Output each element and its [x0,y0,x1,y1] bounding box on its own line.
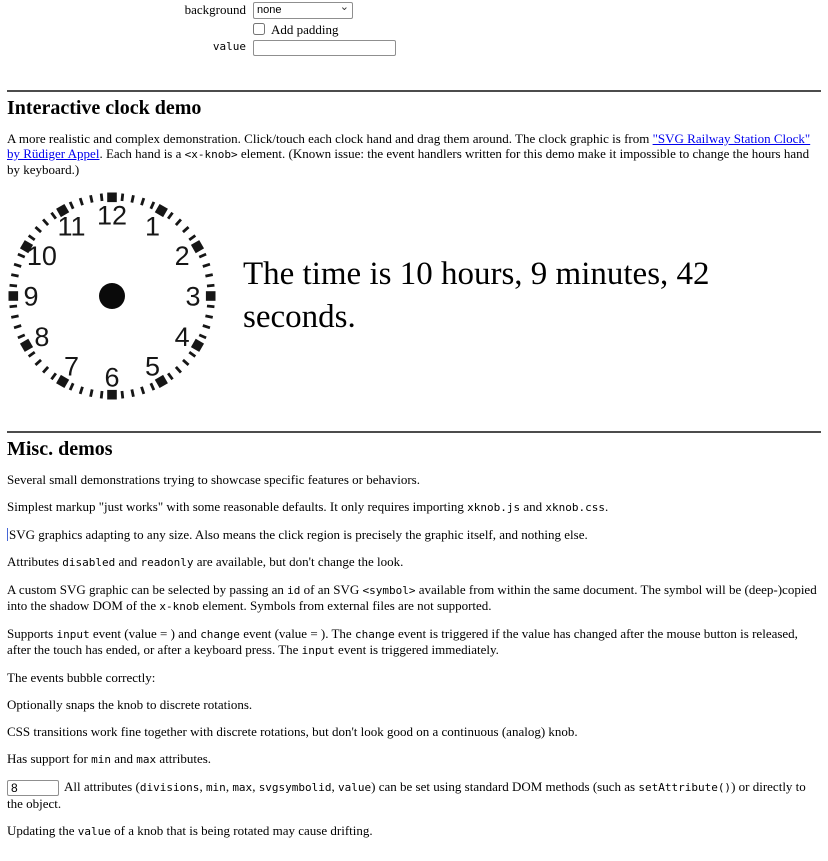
text-run: of a knob that is being rotated may cause drifting. [110,823,373,839]
background-label: background [184,2,246,18]
clock-number: 5 [144,351,161,382]
clock-credit-link[interactable]: "SVG Railway Station Clock" by Rüdiger Appel [7,130,811,161]
chevron-down-icon: ⌄ [339,0,349,13]
inline-code: divisions [139,781,200,794]
text-run: , [199,779,206,794]
minute-tick [130,389,134,397]
inline-code: id [287,584,301,598]
minute-tick [28,234,36,241]
text-run: , [331,779,339,794]
text-run: and [115,554,141,570]
add-padding-label: Add padding [271,21,339,37]
background-select-wrap [253,1,353,19]
minute-tick [205,273,213,277]
inline-code: change [200,627,240,641]
inline-code: value [77,825,111,839]
clock-number: 11 [57,211,86,242]
minute-tick [167,372,174,380]
paragraph [7,697,821,712]
inline-code: disabled [62,556,116,570]
clock-demo-row [7,191,821,401]
text-run: ) can be set using standard DOM methods (such as [371,779,639,794]
section-divider [7,431,821,433]
minute-tick [50,212,57,220]
hour-tick [20,339,33,352]
minute-tick [140,198,145,206]
clock-number: 9 [23,281,39,312]
minute-tick [100,391,104,399]
inline-code: readonly [140,556,194,570]
clock-number: 8 [34,321,50,352]
text-run: A more realistic and complex demonstration. Click/touch each clock hand and drag them around. The clock graphic is from [7,130,653,146]
time-readout: The time is 10 hours, 9 minutes, 42 seconds. [243,256,710,335]
text-caret [7,528,8,541]
knob-demo-form [7,1,821,56]
text-run: A custom SVG graphic can be selected by passing an [7,582,288,598]
text-run: event is triggered if the value has changed after the mouse button is released, after the touch has ended, or after a keyboard press. The [7,625,798,657]
minute-tick [50,372,57,380]
minute-tick [14,324,22,329]
text-run: . [605,499,609,515]
text-run: , [252,779,259,794]
inline-code: change [354,627,395,641]
attributes-demo-row [7,779,821,811]
minute-tick [150,201,156,209]
text-run: event is triggered immediately. [334,641,499,657]
text-run: Simplest markup "just works" with some reasonable defaults. It only requires importing [7,499,468,515]
inline-code: setAttribute() [638,781,732,794]
inline-code: input [301,643,335,657]
drifting-paragraph [7,823,821,839]
text-run: available from within the same document. The symbol will be (deep-)copied into the shadow DOM of the [7,582,817,613]
minute-tick [188,234,196,241]
minute-tick [199,334,207,340]
minute-tick [79,386,84,394]
clock-number: 10 [26,240,57,271]
clock-face[interactable] [7,191,217,401]
paragraph [7,582,821,614]
text-run: of an SVG [300,582,363,598]
inline-code: <symbol> [362,584,416,598]
hour-tick [191,339,204,352]
text-run: Updating the [7,823,78,839]
add-padding-checkbox[interactable] [253,23,265,35]
paragraph [7,499,821,515]
clock-center-dot[interactable] [99,283,125,309]
clock-section-heading: Interactive clock demo [7,96,202,119]
text-run: ) or directly to the object. [7,779,806,812]
value-label: value [212,40,246,54]
hour-tick [9,291,19,301]
text-run: The events bubble correctly: [7,669,156,685]
text-run: element. Symbols from external files are not supported. [199,597,492,613]
paragraph [7,751,821,767]
minute-tick [130,195,134,203]
text-run: Several small demonstrations trying to showcase specific features or behaviors. [7,471,420,487]
clock-intro-paragraph [7,131,821,177]
minute-tick [89,195,93,203]
minute-tick [17,334,25,340]
inline-code: xknob.js [467,501,521,515]
minute-tick [188,351,196,358]
text-run: Optionally snaps the knob to discrete rotations. [7,696,253,712]
clock-number: 3 [185,281,201,312]
minute-tick [175,366,182,373]
inline-code: min [205,781,226,794]
background-select[interactable] [253,2,353,19]
inline-code: xknob.css [545,501,605,515]
minute-tick [202,263,210,268]
misc-paragraphs [7,472,821,767]
minute-tick [11,314,19,318]
clock-number: 6 [104,362,120,393]
text-run: event (value = ) and [89,625,201,641]
minute-tick [69,201,75,209]
minute-tick [150,383,156,391]
inline-code: max [232,781,253,794]
inline-code: min [91,753,112,767]
minute-tick [79,198,84,206]
clock-number: 1 [144,211,161,242]
minute-tick [207,284,215,288]
clock-number: 4 [174,321,190,352]
inline-code: value [338,781,372,794]
minute-tick [9,305,17,309]
minute-tick [182,359,189,366]
text-run: element. (Known issue: the event handlers written for this demo make it impossible to change the hours hand by keyboard.) [7,145,810,177]
minute-tick [207,305,215,309]
text-run: are available, but don't change the look. [193,554,404,570]
misc-section-heading: Misc. demos [7,437,113,460]
minute-tick [199,253,207,259]
text-run: CSS transitions work fine together with discrete rotations, but don't look good on a continuous (analog) knob. [7,723,578,739]
clock-number: 7 [63,351,80,382]
minute-tick [35,226,42,233]
minute-tick [28,351,36,358]
minute-tick [14,263,22,268]
paragraph [7,472,821,487]
text-run: All attributes ( [64,779,140,794]
clock-number: 2 [174,240,190,271]
inline-code: svgsymbolid [258,781,332,794]
paragraph [7,554,821,570]
text-run: attributes. [156,751,212,767]
minute-tick [35,359,42,366]
inline-code: input [56,627,90,641]
minute-tick [69,383,75,391]
hour-tick [206,291,216,301]
minute-tick [42,218,49,225]
text-run: and [111,751,137,767]
divisions-input[interactable] [7,780,59,796]
paragraph [7,527,821,542]
section-divider [7,90,821,92]
minute-tick [167,212,174,220]
minute-tick [9,284,17,288]
minute-tick [42,366,49,373]
minute-tick [89,389,93,397]
text-run: and [520,499,546,515]
clock-number: 12 [96,200,128,231]
minute-tick [17,253,25,259]
minute-tick [175,218,182,225]
text-run: Has support for [7,751,92,767]
minute-tick [11,273,19,277]
paragraph [7,626,821,658]
value-input[interactable] [253,40,396,56]
minute-tick [202,324,210,329]
text-run: , [225,779,233,794]
inline-code: x-knob [159,599,200,613]
minute-tick [140,386,145,394]
inline-code: <x-knob> [184,147,238,161]
hour-tick [191,240,204,253]
attributes-paragraph [7,779,806,811]
text-run: SVG graphics adapting to any size. Also means the click region is precisely the graphic itself, and nothing else. [9,527,588,543]
text-run: Attributes [7,554,63,570]
text-run: . Each hand is a [99,145,185,161]
minute-tick [182,226,189,233]
text-run: event (value = ). The [239,625,355,641]
inline-code: max [136,753,157,767]
minute-tick [121,391,125,399]
minute-tick [205,314,213,318]
text-run: Supports [7,625,57,641]
paragraph [7,670,821,685]
paragraph [7,724,821,739]
